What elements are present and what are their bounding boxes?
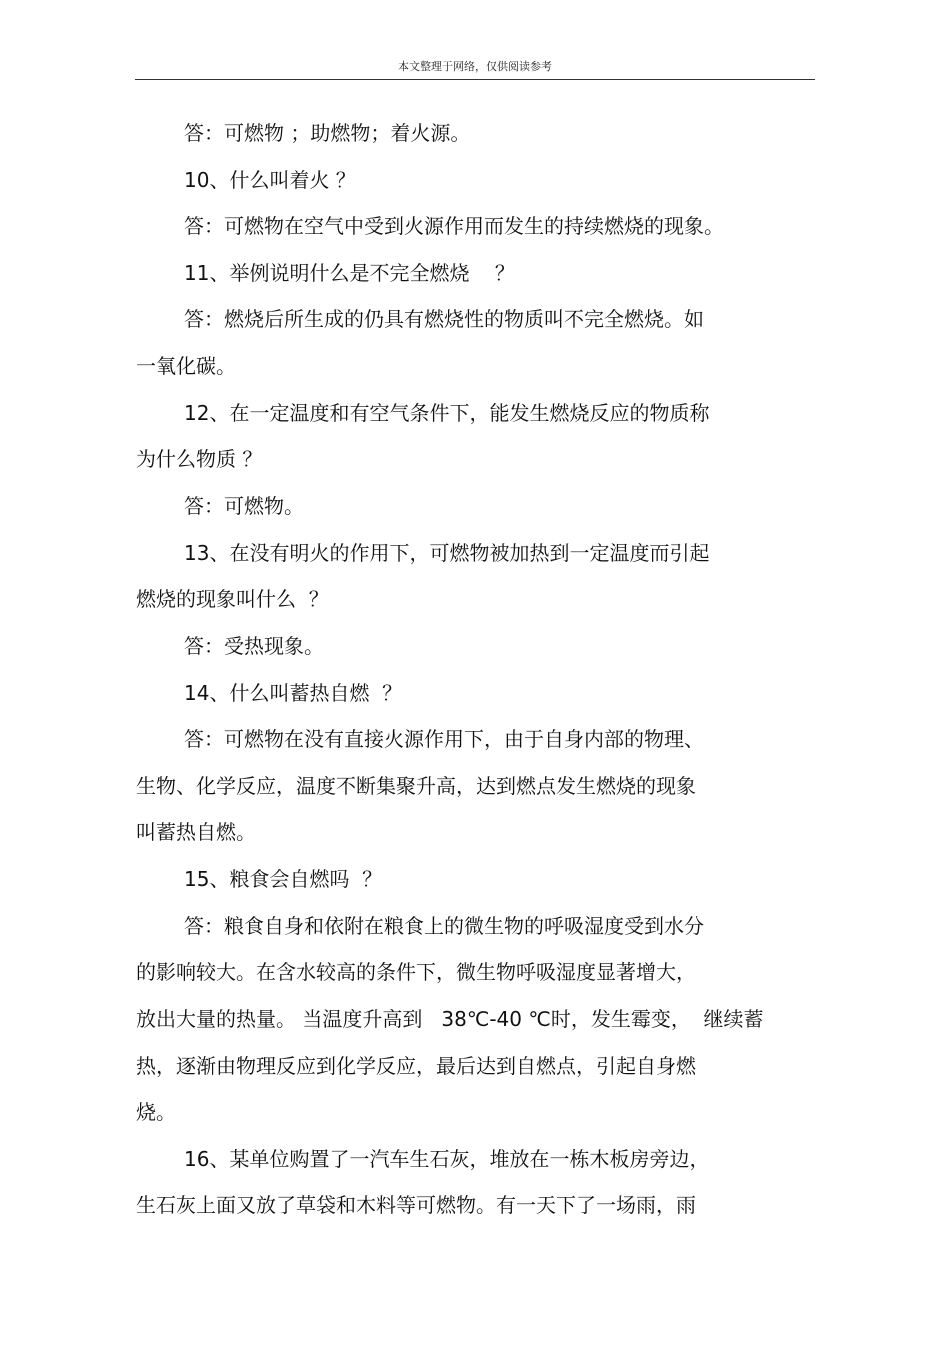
answer-line: 答：粮食自身和依附在粮食上的微生物的呼吸湿度受到水分 — [184, 914, 704, 938]
answer-line: 答：可燃物 ；助燃物；着火源。 — [184, 121, 471, 145]
answer-continuation: 叫蓄热自燃。 — [136, 820, 256, 844]
answer-continuation: 热，逐渐由物理反应到化学反应，最后达到自燃点，引起自身燃 — [136, 1054, 696, 1078]
question-continuation: 燃烧的现象叫什么 ？ — [136, 587, 329, 611]
question-line: 16、某单位购置了一汽车生石灰，堆放在一栋木板房旁边， — [184, 1147, 710, 1171]
header-divider — [135, 79, 815, 80]
page-header: 本文整理于网络，仅供阅读参考 — [398, 60, 552, 73]
answer-line: 答：燃烧后所生成的仍具有燃烧性的物质叫不完全燃烧。如 — [184, 307, 704, 331]
answer-continuation: 烧。 — [136, 1100, 176, 1124]
question-line: 14、什么叫蓄热自燃 ？ — [184, 681, 403, 705]
answer-continuation: 生物、化学反应，温度不断集聚升高，达到燃点发生燃烧的现象 — [136, 774, 696, 798]
question-line: 11、举例说明什么是不完全燃烧 ？ — [184, 261, 515, 285]
question-continuation: 生石灰上面又放了草袋和木料等可燃物。有一天下了一场雨，雨 — [136, 1193, 696, 1217]
question-line: 15、粮食会自燃吗 ？ — [184, 867, 383, 891]
answer-line: 答：可燃物。 — [184, 494, 304, 518]
question-line: 13、在没有明火的作用下，可燃物被加热到一定温度而引起 — [184, 541, 710, 565]
answer-continuation: 放出大量的热量。 当温度升高到 38℃-40 ℃时，发生霉变， 继续蓄 — [136, 1007, 764, 1031]
question-line: 12、在一定温度和有空气条件下，能发生燃烧反应的物质称 — [184, 401, 710, 425]
answer-continuation: 一氧化碳。 — [136, 354, 236, 378]
answer-line: 答：可燃物在空气中受到火源作用而发生的持续燃烧的现象。 — [184, 214, 724, 238]
answer-line: 答：可燃物在没有直接火源作用下，由于自身内部的物理、 — [184, 727, 704, 751]
question-continuation: 为什么物质 ？ — [136, 447, 263, 471]
answer-line: 答：受热现象。 — [184, 634, 324, 658]
answer-continuation: 的影响较大。在含水较高的条件下，微生物呼吸湿度显著增大， — [136, 960, 696, 984]
question-line: 10、什么叫着火 ？ — [184, 168, 356, 192]
